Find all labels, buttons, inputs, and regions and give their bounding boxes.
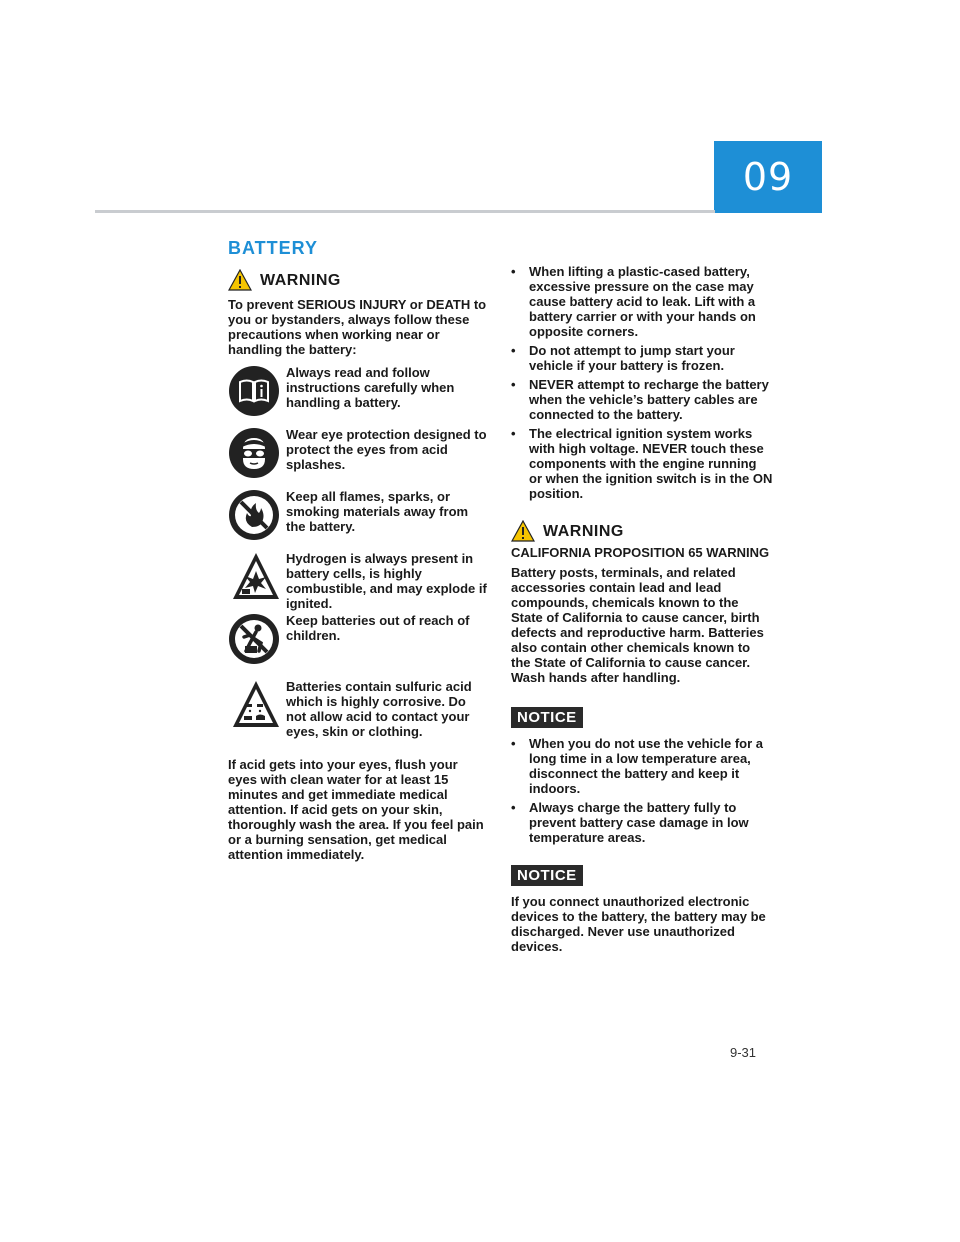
corrosive-warning-icon xyxy=(228,679,280,731)
eye-protection-icon xyxy=(228,427,280,479)
precaution-text: Hydrogen is always present in battery cells, is highly combustible, and may explode if ignited. xyxy=(286,551,487,611)
precaution-text: Wear eye protection designed to protect the eyes from acid splashes. xyxy=(286,427,487,472)
left-column xyxy=(228,268,488,862)
list-item: • Always charge the battery fully to prevent battery case damage in low temperature areas. xyxy=(511,800,773,845)
precaution-item xyxy=(228,551,488,613)
right-column xyxy=(511,264,773,954)
precaution-text: Keep all flames, sparks, or smoking materials away from the battery. xyxy=(286,489,469,534)
precaution-text: Keep batteries out of reach of children. xyxy=(286,613,470,643)
precaution-item xyxy=(228,427,488,489)
warning-header xyxy=(228,268,488,292)
manual-book-icon xyxy=(228,365,280,417)
list-item: • The electrical ignition system works with high voltage. NEVER touch these components with the engine running or when the ignition switch is in the ON position. xyxy=(511,426,773,501)
precaution-text: Batteries contain sulfuric acid which is highly corrosive. Do not allow acid to contact your eyes, skin or clothing. xyxy=(286,679,472,739)
list-item: • When lifting a plastic-cased battery, excessive pressure on the case may cause battery acid to leak. Lift with a battery carrier or with your hands on opposite corners. xyxy=(511,264,773,339)
precaution-item xyxy=(228,365,488,427)
chapter-tab: 09 xyxy=(714,141,822,213)
no-children-icon xyxy=(228,613,280,665)
precaution-item xyxy=(228,679,488,751)
list-item: • When you do not use the vehicle for a long time in a low temperature area, disconnect the battery and keep it indoors. xyxy=(511,736,773,796)
list-item: • Do not attempt to jump start your vehicle if your battery is frozen. xyxy=(511,343,773,373)
notice-list xyxy=(511,736,773,845)
warning-label: WARNING xyxy=(543,522,624,540)
precaution-item xyxy=(228,489,488,551)
warning-triangle-icon xyxy=(228,269,252,291)
notice-badge: NOTICE xyxy=(511,707,583,728)
battery-precautions-list xyxy=(511,264,773,501)
warning-label: WARNING xyxy=(260,271,341,289)
page-number: 9-31 xyxy=(730,1045,757,1060)
list-item: • NEVER attempt to recharge the battery when the vehicle’s battery cables are connected to the battery. xyxy=(511,377,773,422)
precaution-item xyxy=(228,613,488,675)
warning-header xyxy=(511,519,773,543)
precaution-text: Always read and follow instructions carefully when handling a battery. xyxy=(286,365,455,410)
prop65-title: CALIFORNIA PROPOSITION 65 WARNING xyxy=(511,545,770,560)
warning-triangle-icon xyxy=(511,520,535,542)
notice-badge: NOTICE xyxy=(511,865,583,886)
section-title: BATTERY xyxy=(228,238,318,258)
notice-text: If you connect unauthorized electronic devices to the battery, the battery may be discharged. Never use unauthorized devices. xyxy=(511,894,766,954)
warning-intro: To prevent SERIOUS INJURY or DEATH to you or bystanders, always follow these precautions when working near or handling the battery: xyxy=(228,297,487,357)
no-flame-icon xyxy=(228,489,280,541)
explosion-warning-icon xyxy=(228,551,280,603)
prop65-text: Battery posts, terminals, and related accessories contain lead and lead compounds, chemicals known to the State of California to cause cancer, birth defects and reproductive harm. Batteries also contain other chemicals known to the State of California to cause cancer. Wash hands after handling. xyxy=(511,565,764,685)
acid-first-aid-text: If acid gets into your eyes, flush your eyes with clean water for at least 15 minutes and get immediate medical attention. If acid gets on your skin, thoroughly wash the area. If you feel pain or a burning sensation, get medical attention immediately. xyxy=(228,757,484,862)
header-rule xyxy=(95,210,715,213)
